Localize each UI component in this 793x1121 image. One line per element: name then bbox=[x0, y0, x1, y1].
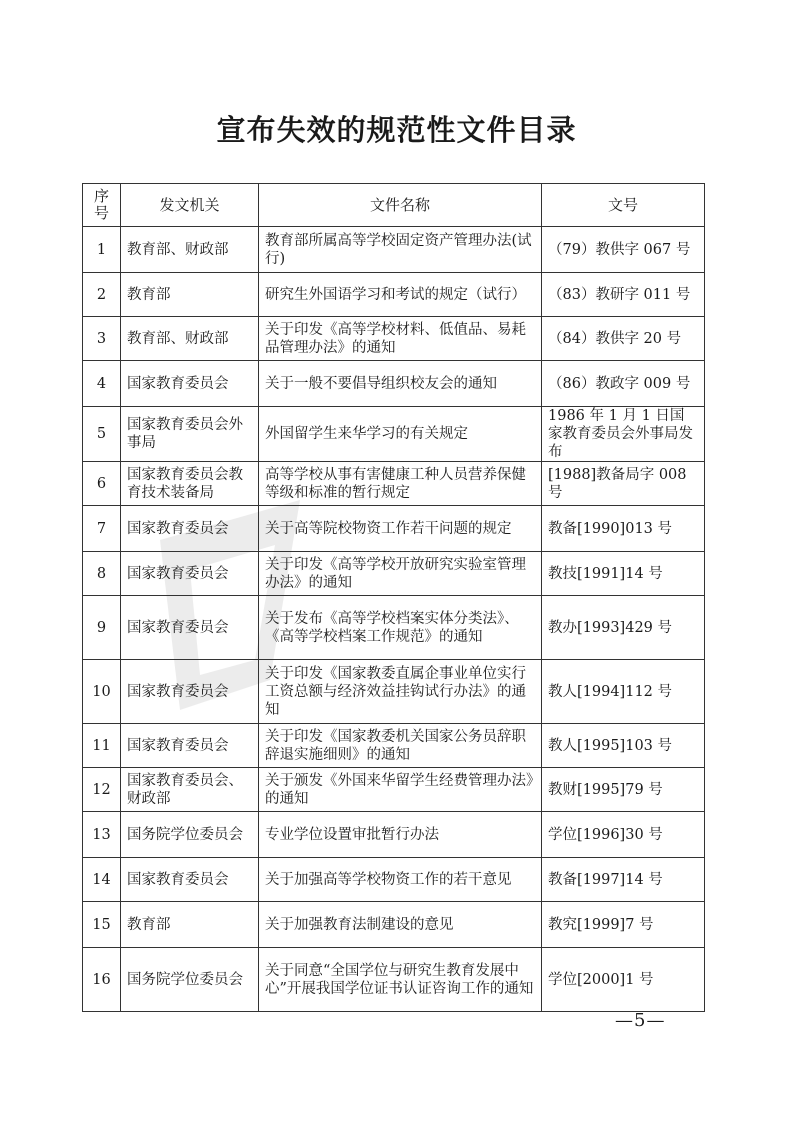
table-row bbox=[83, 462, 705, 506]
table-row bbox=[83, 361, 705, 407]
document-table bbox=[82, 183, 705, 1012]
row-number: 教财[1995]79 号 bbox=[542, 768, 705, 812]
row-seq: 9 bbox=[83, 596, 121, 660]
row-number: 教究[1999]7 号 bbox=[542, 902, 705, 948]
row-number: 1986 年 1 月 1 日国家教育委员会外事局发布 bbox=[542, 407, 705, 462]
row-name: 关于同意“全国学位与研究生教育发展中心”开展我国学位证书认证咨询工作的通知 bbox=[259, 948, 542, 1012]
row-name: 外国留学生来华学习的有关规定 bbox=[259, 407, 542, 462]
row-number: （79）教供字 067 号 bbox=[542, 227, 705, 273]
page-number: —5— bbox=[615, 1010, 666, 1031]
row-seq: 1 bbox=[83, 227, 121, 273]
row-number: 教人[1995]103 号 bbox=[542, 724, 705, 768]
row-seq: 14 bbox=[83, 858, 121, 902]
header-org: 发文机关 bbox=[121, 184, 259, 227]
row-number: 教备[1997]14 号 bbox=[542, 858, 705, 902]
row-org: 国务院学位委员会 bbox=[121, 812, 259, 858]
table-row bbox=[83, 660, 705, 724]
row-seq: 7 bbox=[83, 506, 121, 552]
table-row bbox=[83, 552, 705, 596]
row-org: 国家教育委员会教育技术装备局 bbox=[121, 462, 259, 506]
table-row bbox=[83, 506, 705, 552]
header-seq: 序 号 bbox=[83, 184, 121, 227]
page-title: 宣布失效的规范性文件目录 bbox=[216, 113, 577, 147]
table-row bbox=[83, 768, 705, 812]
row-org: 国家教育委员会、财政部 bbox=[121, 768, 259, 812]
row-number: [1988]教备局字 008 号 bbox=[542, 462, 705, 506]
table-row bbox=[83, 724, 705, 768]
row-org: 教育部 bbox=[121, 273, 259, 317]
table-row bbox=[83, 858, 705, 902]
row-number: （83）教研字 011 号 bbox=[542, 273, 705, 317]
row-number: 教办[1993]429 号 bbox=[542, 596, 705, 660]
row-number: 教备[1990]013 号 bbox=[542, 506, 705, 552]
row-number: 教人[1994]112 号 bbox=[542, 660, 705, 724]
row-name: 关于加强高等学校物资工作的若干意见 bbox=[259, 858, 542, 902]
row-number: 学位[2000]1 号 bbox=[542, 948, 705, 1012]
row-org: 国家教育委员会 bbox=[121, 724, 259, 768]
table-row bbox=[83, 902, 705, 948]
row-org: 国家教育委员会 bbox=[121, 596, 259, 660]
row-number: （86）教政字 009 号 bbox=[542, 361, 705, 407]
row-org: 国家教育委员会 bbox=[121, 660, 259, 724]
row-name: 研究生外国语学习和考试的规定（试行） bbox=[259, 273, 542, 317]
row-name: 关于高等院校物资工作若干问题的规定 bbox=[259, 506, 542, 552]
row-name: 高等学校从事有害健康工种人员营养保健等级和标准的暂行规定 bbox=[259, 462, 542, 506]
header-name: 文件名称 bbox=[259, 184, 542, 227]
row-name: 教育部所属高等学校固定资产管理办法(试行) bbox=[259, 227, 542, 273]
row-org: 国务院学位委员会 bbox=[121, 948, 259, 1012]
row-seq: 3 bbox=[83, 317, 121, 361]
row-org: 国家教育委员会外事局 bbox=[121, 407, 259, 462]
row-name: 关于发布《高等学校档案实体分类法》、《高等学校档案工作规范》的通知 bbox=[259, 596, 542, 660]
table-row bbox=[83, 227, 705, 273]
row-name: 关于加强教育法制建设的意见 bbox=[259, 902, 542, 948]
row-name: 关于印发《国家教委机关国家公务员辞职辞退实施细则》的通知 bbox=[259, 724, 542, 768]
row-org: 国家教育委员会 bbox=[121, 552, 259, 596]
header-number: 文号 bbox=[542, 184, 705, 227]
row-name: 关于印发《高等学校开放研究实验室管理办法》的通知 bbox=[259, 552, 542, 596]
row-org: 国家教育委员会 bbox=[121, 506, 259, 552]
row-number: （84）教供字 20 号 bbox=[542, 317, 705, 361]
table-row bbox=[83, 596, 705, 660]
row-name: 关于颁发《外国来华留学生经费管理办法》的通知 bbox=[259, 768, 542, 812]
row-seq: 2 bbox=[83, 273, 121, 317]
row-seq: 6 bbox=[83, 462, 121, 506]
table-header-row bbox=[83, 184, 705, 227]
row-number: 学位[1996]30 号 bbox=[542, 812, 705, 858]
row-org: 国家教育委员会 bbox=[121, 858, 259, 902]
row-seq: 13 bbox=[83, 812, 121, 858]
row-name: 关于印发《国家教委直属企事业单位实行工资总额与经济效益挂钩试行办法》的通知 bbox=[259, 660, 542, 724]
row-name: 专业学位设置审批暂行办法 bbox=[259, 812, 542, 858]
row-org: 教育部、财政部 bbox=[121, 317, 259, 361]
row-seq: 8 bbox=[83, 552, 121, 596]
table-row bbox=[83, 948, 705, 1012]
row-seq: 10 bbox=[83, 660, 121, 724]
table-row bbox=[83, 317, 705, 361]
row-name: 关于一般不要倡导组织校友会的通知 bbox=[259, 361, 542, 407]
table-row bbox=[83, 812, 705, 858]
row-number: 教技[1991]14 号 bbox=[542, 552, 705, 596]
table-row bbox=[83, 407, 705, 462]
row-seq: 15 bbox=[83, 902, 121, 948]
row-org: 教育部、财政部 bbox=[121, 227, 259, 273]
row-org: 国家教育委员会 bbox=[121, 361, 259, 407]
row-org: 教育部 bbox=[121, 902, 259, 948]
table-row bbox=[83, 273, 705, 317]
row-seq: 5 bbox=[83, 407, 121, 462]
row-seq: 16 bbox=[83, 948, 121, 1012]
row-seq: 4 bbox=[83, 361, 121, 407]
row-seq: 12 bbox=[83, 768, 121, 812]
row-name: 关于印发《高等学校材料、低值品、易耗品管理办法》的通知 bbox=[259, 317, 542, 361]
row-seq: 11 bbox=[83, 724, 121, 768]
